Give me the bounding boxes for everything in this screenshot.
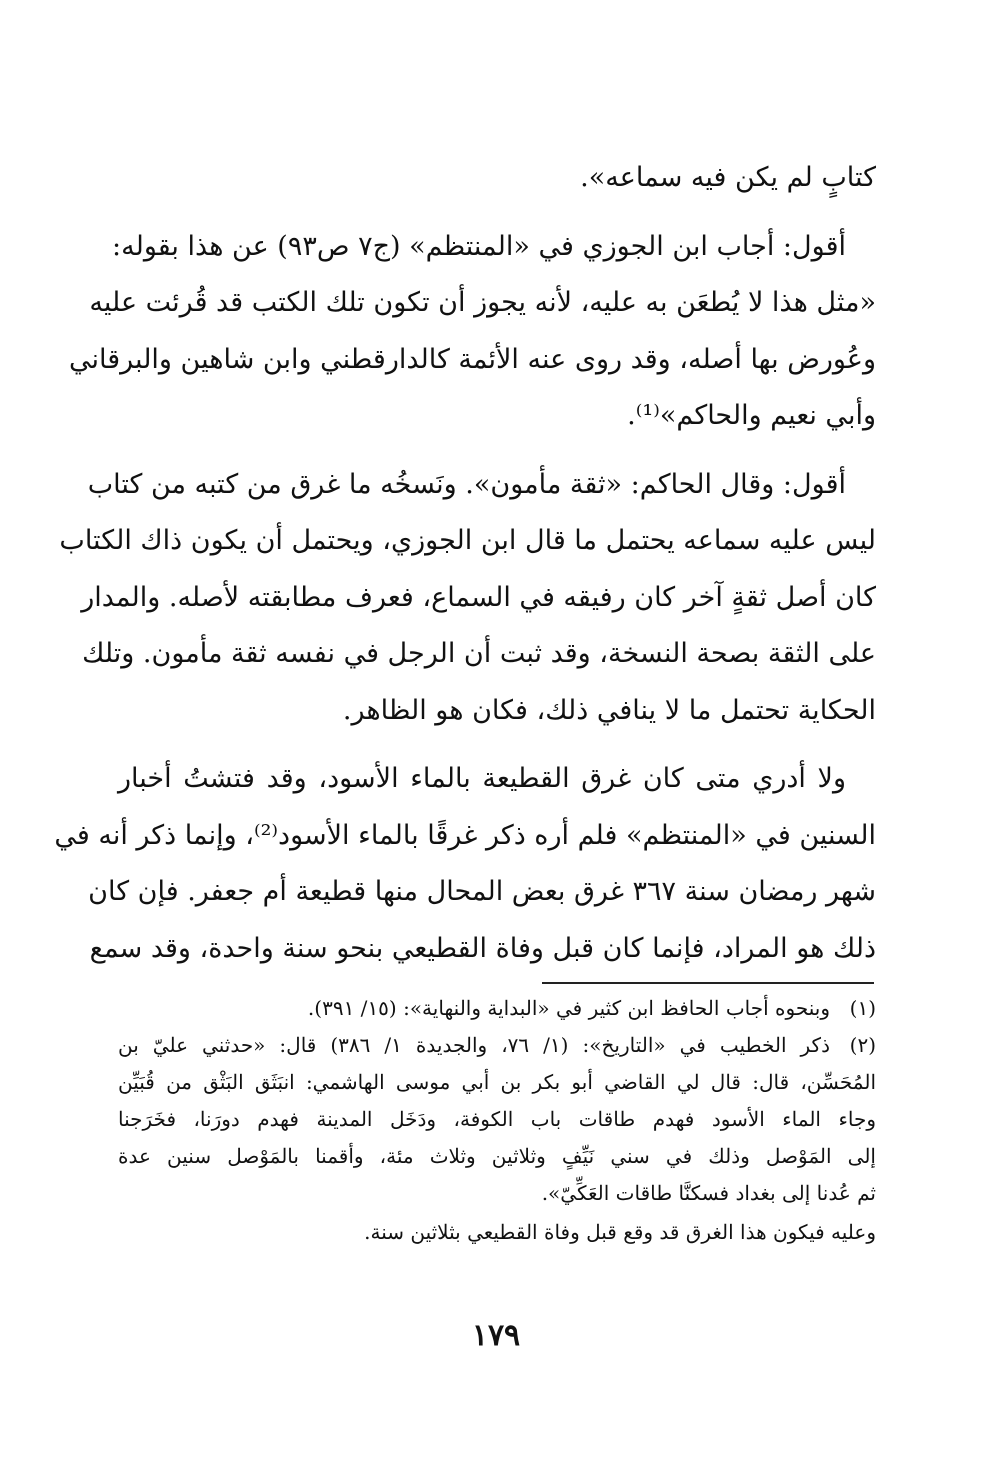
text-line: كان أصل ثقةٍ آخر كان رفيقه في السماع، فعرف مطابقته لأصله. والمدار	[81, 581, 876, 613]
text-line: ذلك هو المراد، فإنما كان قبل وفاة القطيعي بنحو سنة واحدة، وقد سمع	[89, 932, 876, 964]
footnote-line: وجاء الماء الأسود فهدم طاقات باب الكوفة، ودَخَل المدينة فهدم دورَنا، فخَرَجنا	[118, 1107, 876, 1131]
text-line: ليس عليه سماعه يحتمل ما قال ابن الجوزي، ويحتمل أن يكون ذاك الكتاب	[59, 525, 876, 556]
footnote-2-continuation	[118, 1064, 876, 1212]
footnote-2	[118, 1027, 876, 1064]
text-line: ولا أدري متى كان غرق القطيعة بالماء الأسود، وقد فتشتُ أخبار	[118, 763, 846, 794]
footnote-divider	[542, 982, 874, 984]
footnote-line: المُحَسِّن، قال: قال لي القاضي أبو بكر بن أبي موسى الهاشمي: انبَثَق البَثْق من قُبَيِّن	[118, 1070, 876, 1094]
text-line: شهر رمضان سنة ٣٦٧ غرق بعض المحال منها قطيعة أم جعفر. فإن كان	[88, 876, 876, 907]
paragraph-1	[118, 150, 876, 207]
footnote-number: (١)	[849, 996, 876, 1020]
text-line: أقول: أجاب ابن الجوزي في «المنتظم» (ج٧ ص٩٣) عن هذا بقوله:	[112, 230, 846, 262]
text-line: على الثقة بصحة النسخة، وقد ثبت أن الرجل في نفسه ثقة مأمون. وتلك	[82, 638, 876, 669]
footnote-line: وبنحوه أجاب الحافظ ابن كثير في «البداية والنهاية»: (١٥/ ٣٩١).	[307, 996, 830, 1020]
footnote-1	[118, 990, 876, 1027]
footnote-body	[118, 990, 830, 1027]
paragraph-3	[59, 457, 876, 740]
text-line: أقول: وقال الحاكم: «ثقة مأمون». ونَسخُه ما غرق من كتبه من كتاب	[87, 468, 846, 500]
footnotes	[118, 990, 876, 1251]
text-line: وعُورض بها أصله، وقد روى عنه الأئمة كالدارقطني وابن شاهين والبرقاني	[69, 343, 876, 375]
footnote-line: ثم عُدنا إلى بغداد فسكنَّا طاقات العَكِّيّ».	[541, 1181, 876, 1205]
paragraph-4	[54, 751, 876, 977]
footnote-note: وعليه فيكون هذا الغرق قد وقع قبل وفاة القطيعي بثلاثين سنة.	[364, 1220, 876, 1244]
text-line: كتابٍ لم يكن فيه سماعه».	[580, 162, 876, 193]
text-line: السنين في «المنتظم» فلم أره ذكر غرقًا بالماء الأسود⁽²⁾، وإنما ذكر أنه في	[54, 819, 876, 851]
paragraph-2	[69, 219, 876, 445]
page-number: ١٧٩	[471, 1318, 521, 1353]
main-text	[54, 150, 876, 989]
footnote-line: إلى المَوْصل وذلك في سني نَيِّفٍ وثلاثين وثلاث مئة، وأقمنا بالمَوْصل سنين عدة	[118, 1144, 876, 1168]
footnote-body	[118, 1027, 830, 1064]
text-line: «مثل هذا لا يُطعَن به عليه، لأنه يجوز أن تكون تلك الكتب قد قُرئت عليه	[89, 287, 876, 318]
footnote-line: ذكر الخطيب في «التاريخ»: (١/ ٧٦، والجديدة ١/ ٣٨٦) قال: «حدثني عليّ بن	[118, 1033, 830, 1057]
text-line: الحكاية تحتمل ما لا ينافي ذلك، فكان هو الظاهر.	[342, 694, 876, 726]
text-line: وأبي نعيم والحاكم»⁽¹⁾.	[627, 400, 876, 431]
footnote-number: (٢)	[849, 1033, 876, 1057]
